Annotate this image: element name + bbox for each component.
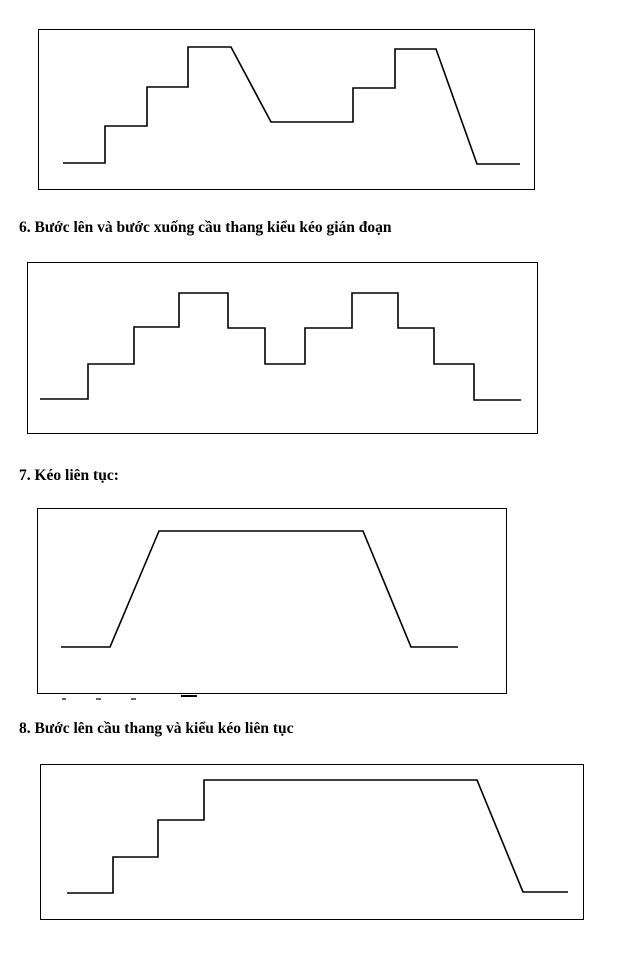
waveform-stairs-then-continuous — [67, 780, 568, 893]
waveform-stairs-up-down — [40, 293, 521, 400]
caption-section-8: 8. Bước lên cầu thang và kiểu kéo liên tục — [19, 720, 294, 737]
waveform-stepped-1 — [63, 47, 520, 164]
caption-section-6: 6. Bước lên và bước xuống cầu thang kiểu kéo gián đoạn — [19, 219, 392, 236]
scan-artifact-marks — [62, 696, 197, 699]
caption-section-7: 7. Kéo liên tục: — [19, 467, 119, 484]
waveform-continuous-pull — [61, 531, 458, 647]
